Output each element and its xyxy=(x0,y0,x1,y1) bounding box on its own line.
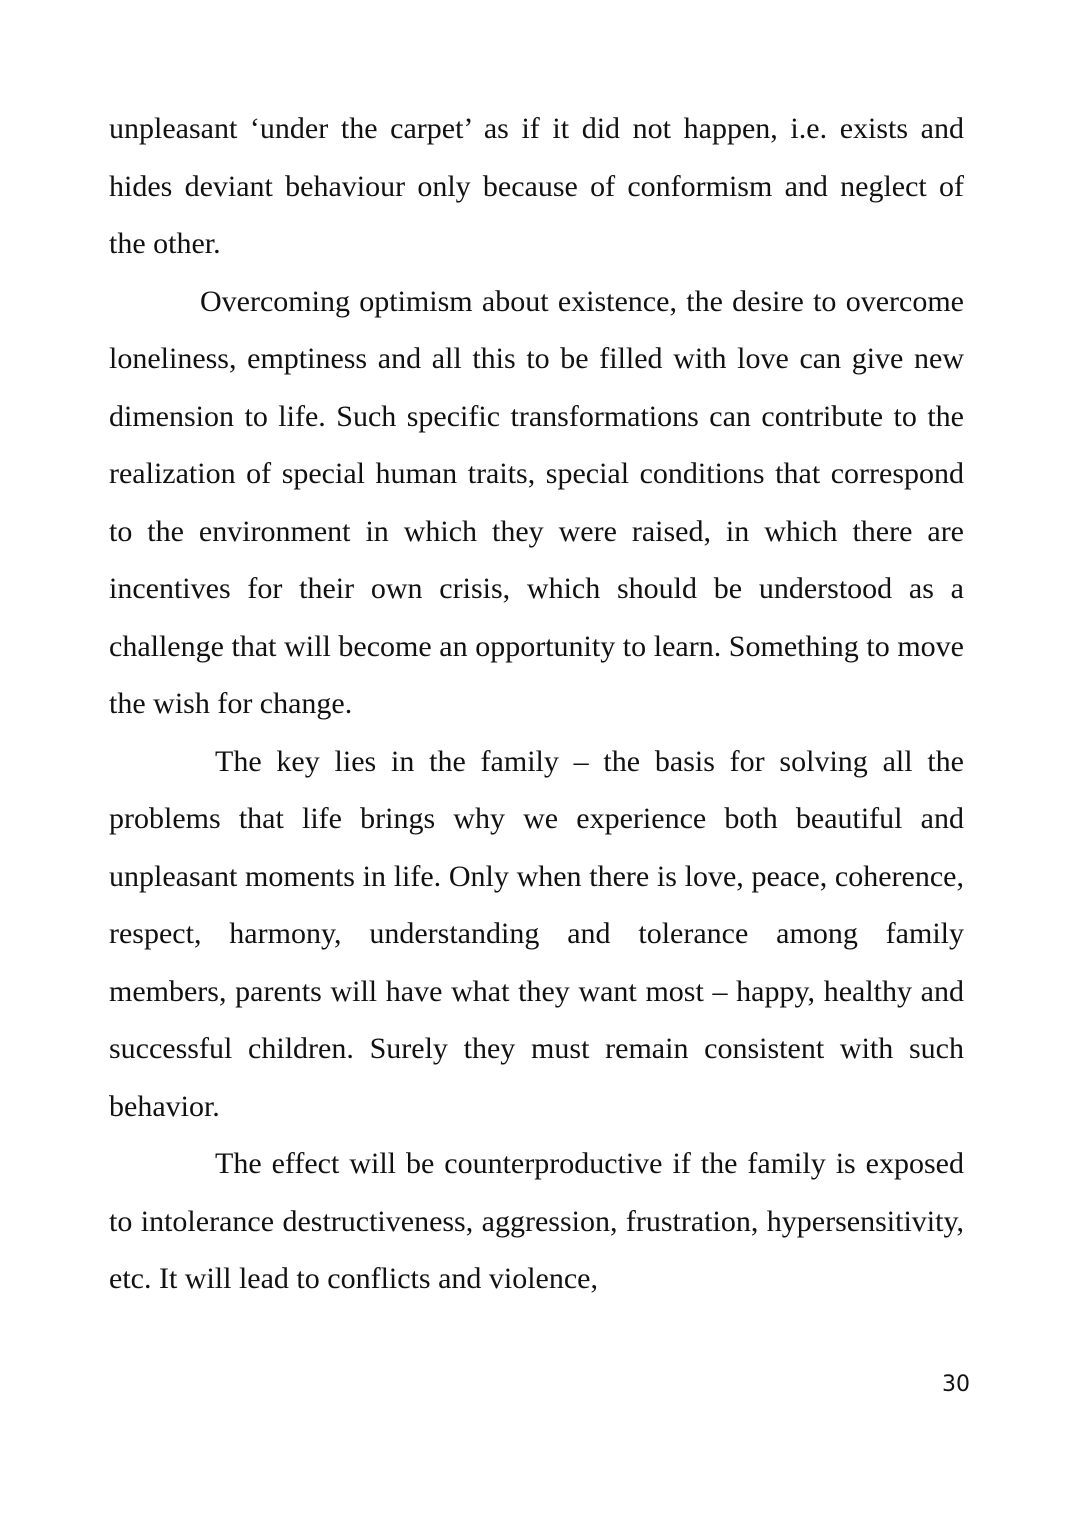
paragraph-family: The key lies in the family – the basis for solving all the problems that life brings why we experience both beautiful and unpleasant moments in life. Only when there is love, peace, coherence, respect, harmony, understanding and tolerance among family members, parents will have what they want most – happy, healthy and successful children. Surely they must remain consistent with such behavior. xyxy=(109,744,964,1123)
paragraph-optimism: Overcoming optimism about existence, the desire to overcome loneliness, emptiness and all this to be filled with love can give new dimension to life. Such specific transformations can contribute to the realization of special human traits, special conditions that correspond to the environment in which they were raised, in which there are incentives for their own crisis, which should be understood as a challenge that will become an opportunity to learn. Something to move the wish for change. xyxy=(109,284,964,720)
body-text xyxy=(109,100,964,1308)
page-number: 30 xyxy=(942,1372,970,1397)
paragraph-continued: unpleasant ‘under the carpet’ as if it did not happen, i.e. exists and hides deviant behaviour only because of conformism and neglect of the other. xyxy=(109,112,964,260)
paragraph-effect: The effect will be counterproductive if the family is exposed to intolerance destructiveness, aggression, frustration, hypersensitivity, etc. It will lead to conflicts and violence, xyxy=(109,1147,964,1295)
